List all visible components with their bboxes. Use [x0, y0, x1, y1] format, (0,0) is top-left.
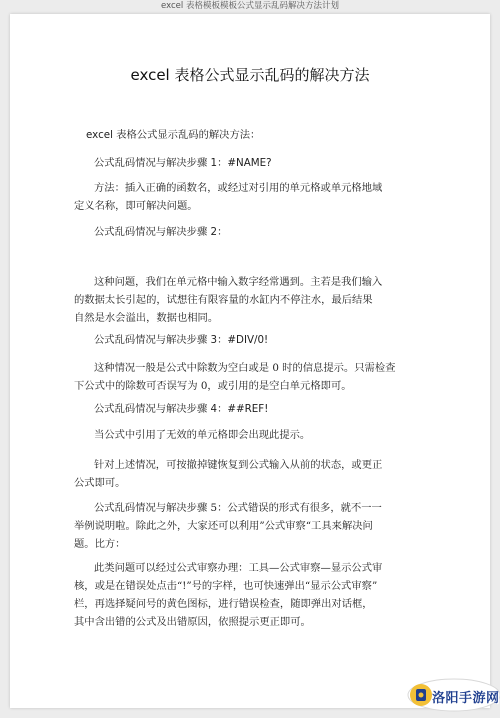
paragraph-line: 公式乱码情况与解决步骤 4：##REF!	[94, 403, 269, 415]
paragraph-line: 其中含出错的公式及出错原因，依照提示更正即可。	[74, 616, 311, 628]
watermark-text: 洛阳手游网	[432, 691, 500, 706]
paragraph	[10, 223, 360, 241]
paragraph	[10, 456, 383, 492]
paragraph-line: 此类问题可以经过公式审察办理：工具—公式审察—显示公式审	[94, 562, 383, 574]
paragraph-line: 的数据太长引起的，试想往有限容量的水缸内不停注水，最后结果	[74, 294, 373, 306]
paragraph-line: 自然是水会溢出，数据也相同。	[74, 312, 219, 324]
paragraph-line: 核，或是在错误处点击“!”号的字样，也可快速弹出“显示公式审察”	[74, 580, 378, 592]
paragraph	[10, 400, 360, 418]
paragraph	[10, 273, 383, 327]
paragraph	[10, 499, 382, 553]
paragraph	[10, 359, 396, 395]
paragraph	[10, 126, 360, 144]
paragraph-line: 公式乱码情况与解决步骤 5：公式错误的形式有很多，就不一一	[94, 502, 382, 514]
paragraph-line: 举例说明啦。除此之外，大家还可以利用”公式审察“工具来解决问	[74, 520, 373, 532]
paragraph-line: excel 表格公式显示乱码的解决方法：	[86, 129, 261, 141]
paragraph	[10, 154, 360, 172]
paragraph-line: 这种问题，我们在单元格中输入数字经常遇到。主若是我们输入	[94, 276, 383, 288]
paragraph	[10, 331, 360, 349]
paragraph	[10, 426, 360, 444]
paragraph-line: 方法：插入正确的函数名，或经过对引用的单元格或单元格地域	[94, 182, 383, 194]
paragraph	[10, 559, 383, 631]
paragraph-line: 公式乱码情况与解决步骤 2：	[94, 226, 228, 238]
paragraph-line: 栏，再选择疑问号的黄色图标，进行错误检查，随即弹出对话框，	[74, 598, 373, 610]
paragraph-line: 当公式中引用了无效的单元格即会出现此提示。	[94, 429, 311, 441]
paragraph-line: 针对上述情况，可按撤掉键恢复到公式输入从前的状态，或更正	[94, 459, 383, 471]
paragraph-line: 公式乱码情况与解决步骤 1：#NAME?	[94, 157, 272, 169]
paragraph	[10, 179, 383, 215]
paragraph-line: 公式即可。	[74, 477, 126, 489]
paragraph-line: 下公式中的除数可否误写为 0，或引用的是空白单元格即可。	[74, 380, 352, 392]
document-page	[10, 14, 500, 708]
paragraph-line: 题。比方：	[74, 538, 126, 550]
document-title: excel 表格公式显示乱码的解决方法	[130, 66, 370, 84]
paragraph-line: 公式乱码情况与解决步骤 3：#DIV/0!	[94, 334, 269, 346]
paragraph-line: 定义名称，即可解决问题。	[74, 200, 198, 212]
document-header-caption: excel 表格模板模板公式显示乱码解决方法计划	[161, 1, 339, 11]
watermark-logo	[406, 674, 500, 714]
paragraph-line: 这种情况一般是公式中除数为空白或是 0 时的信息提示。只需检查	[94, 362, 396, 374]
